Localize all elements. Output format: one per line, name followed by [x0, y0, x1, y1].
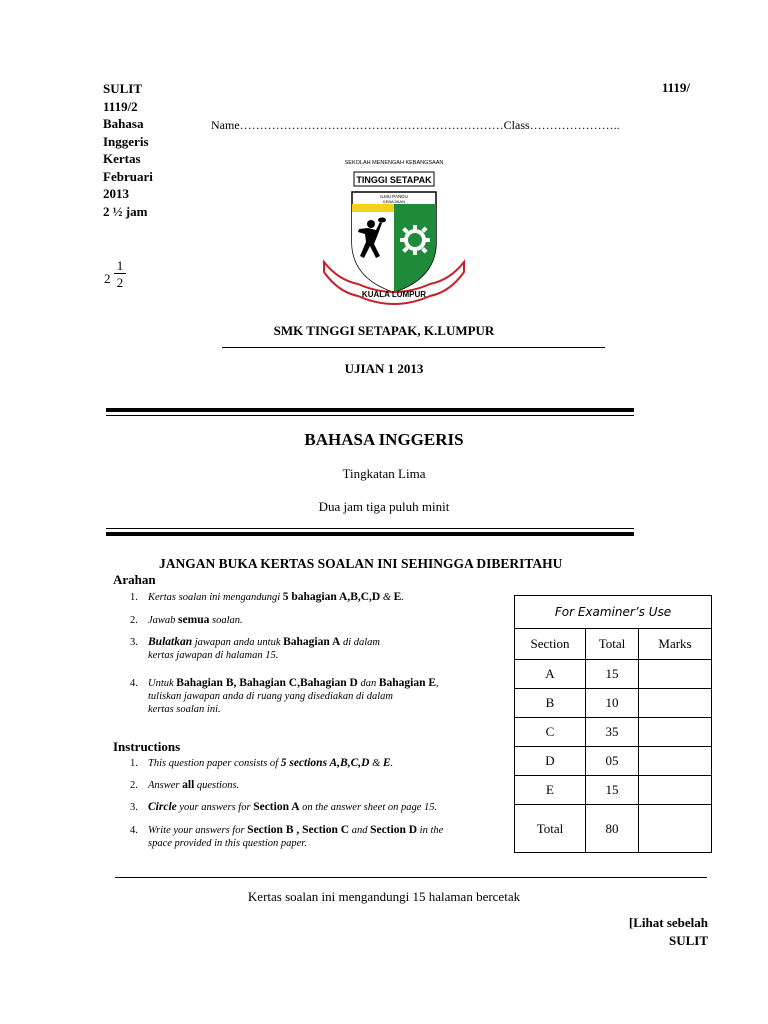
paper-info-block [103, 80, 183, 220]
item-text: & [380, 592, 394, 603]
column-header: Total [586, 629, 639, 660]
total-marks-cell[interactable] [639, 805, 712, 853]
paper-info-line: SULIT [103, 81, 143, 96]
examiner-table [514, 595, 712, 853]
item-number: 1. [130, 592, 138, 603]
marks-cell[interactable] [639, 747, 712, 776]
item-text: . [401, 592, 404, 603]
thick-divider-top [106, 408, 634, 412]
total-value: 80 [586, 805, 639, 853]
total-row [515, 805, 712, 853]
item-text: Write your answers for [148, 825, 248, 836]
class-label: Class [503, 118, 530, 132]
marks-cell[interactable] [639, 660, 712, 689]
divider [222, 347, 605, 348]
exam-title: UJIAN 1 2013 [344, 361, 424, 376]
item-number: 1. [130, 758, 138, 769]
item-bold: 5 bahagian A,B,C,D [282, 591, 381, 603]
sulit-footer: SULIT [668, 933, 708, 948]
paper-info-line: 2 ½ jam [103, 203, 148, 219]
item-text: Untuk [148, 678, 177, 689]
item-text: soalan. [209, 615, 243, 626]
marks-cell[interactable] [639, 689, 712, 718]
warning-notice: JANGAN BUKA KERTAS SOALAN INI SEHINGGA DIBERITAHU [159, 556, 563, 571]
section-cell: D [515, 747, 586, 776]
item-bold: Bahagian B, Bahagian C,Bahagian D [176, 677, 358, 689]
item-text: your answers for [176, 802, 254, 813]
item-number: 3. [130, 637, 138, 648]
table-row [515, 747, 712, 776]
item-text: in the [417, 825, 444, 836]
item-text: & [369, 758, 383, 769]
total-label: Total [515, 805, 586, 853]
total-cell: 35 [586, 718, 639, 747]
item-number: 4. [130, 678, 138, 689]
item-bold-italic: Bulatkan [148, 636, 193, 648]
footer-divider [115, 877, 707, 878]
fraction-denominator: 2 [116, 275, 124, 290]
crest-motto-bottom: KEBAJIKAN [382, 199, 406, 204]
thick-divider-bottom [106, 532, 634, 536]
item-number: 3. [130, 802, 138, 813]
gear-icon [400, 225, 430, 255]
total-cell: 05 [586, 747, 639, 776]
arahan-heading: Arahan [113, 572, 156, 587]
item-bold: Bahagian E [378, 677, 437, 689]
item-bold-italic: E [382, 757, 391, 769]
lihat-sebelah: [Lihat sebelah [628, 915, 708, 930]
item-text: space provided in this question paper. [148, 838, 307, 849]
paper-info-line: Inggeris [103, 133, 149, 149]
subject-title: BAHASA INGGERIS [304, 430, 464, 449]
item-text: This question paper consists of [148, 758, 281, 769]
section-cell: C [515, 718, 586, 747]
item-text: Answer [148, 780, 183, 791]
item-bold: Section D [370, 824, 418, 836]
paper-info-line: 2013 [103, 186, 129, 201]
page-count-note: Kertas soalan ini mengandungi 15 halaman bercetak [247, 889, 521, 904]
item-text: and [349, 825, 371, 836]
item-bold: all [182, 779, 195, 791]
crest-top-text: SEKOLAH MENENGAH KEBANGSAAN [344, 160, 444, 166]
item-text: on the answer sheet on page 15. [299, 802, 438, 813]
total-cell: 15 [586, 776, 639, 805]
crest-bottom-banner: KUALA LUMPUR [361, 290, 427, 299]
section-cell: B [515, 689, 586, 718]
item-text: questions. [194, 780, 240, 791]
crest-motto-top: ILMU PANDU [380, 194, 408, 199]
total-cell: 10 [586, 689, 639, 718]
crest-banner-text: TINGGI SETAPAK [356, 175, 432, 185]
item-text: dan [357, 678, 379, 689]
name-class-line [211, 118, 620, 133]
item-text: tuliskan jawapan anda di ruang yang disediakan di dalam [148, 691, 393, 702]
paper-info-line: Kertas [103, 151, 141, 166]
exam-duration: Dua jam tiga puluh minit [318, 499, 450, 514]
item-bold-italic: 5 sections A,B,C,D [280, 757, 370, 769]
marks-cell[interactable] [639, 776, 712, 805]
table-row [515, 776, 712, 805]
marks-cell[interactable] [639, 718, 712, 747]
item-text: . [390, 758, 394, 769]
paper-info-line: Februari [103, 168, 153, 184]
paper-info-line: 1119/2 [103, 98, 138, 114]
table-row [515, 660, 712, 689]
item-bold: E [393, 591, 402, 603]
item-number: 2. [130, 780, 138, 791]
column-header: Marks [639, 629, 712, 660]
item-bold: semua [178, 614, 210, 626]
paper-code: 1119/ [661, 80, 690, 95]
instructions-heading: Instructions [113, 739, 181, 754]
thin-divider-top [106, 415, 634, 416]
examiner-table-title: For Examiner’s Use [515, 596, 712, 629]
item-text: Kertas soalan ini mengandungi [148, 592, 283, 603]
item-bold-italic: Circle [148, 801, 177, 813]
name-label: Name [211, 118, 240, 132]
name-field[interactable]: ………………………………………………………… [239, 118, 504, 132]
column-header: Section [515, 629, 586, 660]
item-text: , [436, 678, 439, 689]
item-text: Jawab [148, 615, 179, 626]
page-turn-note [629, 914, 708, 950]
school-name: SMK TINGGI SETAPAK, K.LUMPUR [273, 323, 495, 338]
item-text: kertas soalan ini. [148, 704, 221, 715]
thin-divider-bottom [106, 528, 634, 529]
item-bold: Section B , Section C [247, 824, 350, 836]
item-bold: Section A [253, 801, 300, 813]
fraction-numerator: 1 [114, 258, 126, 274]
form-level: Tingkatan Lima [342, 466, 426, 481]
class-field[interactable]: ………………….. [529, 118, 620, 132]
item-text: jawapan anda untuk [192, 637, 284, 648]
table-row [515, 689, 712, 718]
fraction-whole: 2 [104, 271, 111, 286]
table-row [515, 718, 712, 747]
section-cell: E [515, 776, 586, 805]
item-number: 2. [130, 615, 138, 626]
total-cell: 15 [586, 660, 639, 689]
item-text: kertas jawapan di halaman 15. [148, 650, 279, 661]
item-number: 4. [130, 825, 138, 836]
item-text: di dalam [340, 637, 380, 648]
section-cell: A [515, 660, 586, 689]
paper-info-line: Bahasa [103, 116, 144, 131]
school-crest-logo [318, 150, 470, 312]
item-bold: Bahagian A [283, 636, 341, 648]
